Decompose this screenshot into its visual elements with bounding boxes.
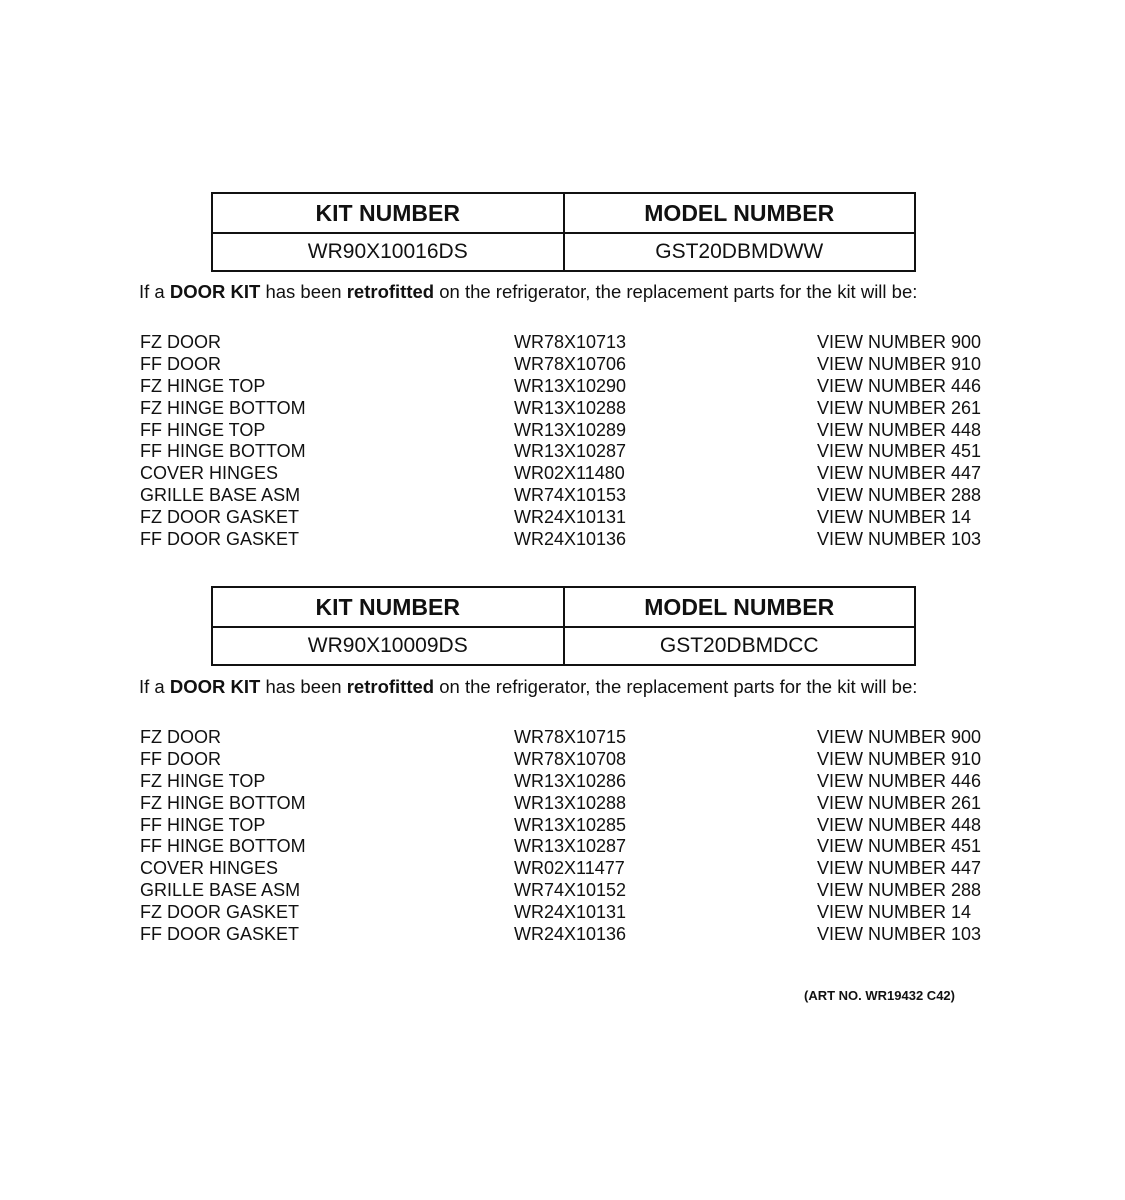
view-number: VIEW NUMBER 900 bbox=[817, 727, 982, 747]
view-number: VIEW NUMBER 910 bbox=[817, 748, 982, 769]
part-number: WR02X11480 bbox=[514, 463, 625, 484]
list-item bbox=[140, 485, 1000, 507]
view-number: VIEW NUMBER 103 bbox=[817, 924, 982, 945]
list-item bbox=[140, 420, 1000, 442]
view-number: VIEW NUMBER 910 bbox=[817, 353, 982, 374]
part-number: WR78X10706 bbox=[514, 353, 627, 374]
model-number-header: MODEL NUMBER bbox=[564, 193, 916, 233]
part-number: WR24X10136 bbox=[514, 924, 627, 945]
part-number: WR13X10287 bbox=[514, 836, 627, 857]
part-name: FZ DOOR bbox=[140, 332, 221, 352]
list-item bbox=[140, 441, 1000, 463]
part-name: COVER HINGES bbox=[140, 463, 279, 484]
part-number: WR02X11477 bbox=[514, 858, 625, 879]
view-number: VIEW NUMBER 451 bbox=[817, 441, 982, 462]
part-name: FF HINGE BOTTOM bbox=[140, 836, 306, 857]
part-number: WR74X10152 bbox=[514, 880, 627, 901]
list-item bbox=[140, 727, 1000, 749]
list-item bbox=[140, 836, 1000, 858]
view-number: VIEW NUMBER 447 bbox=[817, 858, 982, 879]
part-name: FF HINGE TOP bbox=[140, 814, 266, 835]
view-number: VIEW NUMBER 446 bbox=[817, 375, 982, 396]
kit-number-value: WR90X10009DS bbox=[212, 627, 564, 665]
kit-model-table-1 bbox=[211, 192, 916, 272]
list-item bbox=[140, 771, 1000, 793]
part-name: FF HINGE TOP bbox=[140, 419, 266, 440]
part-name: FZ DOOR GASKET bbox=[140, 902, 300, 923]
list-item bbox=[140, 507, 1000, 529]
list-item bbox=[140, 463, 1000, 485]
kit-number-header: KIT NUMBER bbox=[212, 193, 564, 233]
view-number: VIEW NUMBER 451 bbox=[817, 836, 982, 857]
part-name: FF DOOR bbox=[140, 353, 221, 374]
retrofit-intro-2: If a DOOR KIT has been retrofitted on the refrigerator, the replacement parts for the kit will be: bbox=[139, 676, 918, 697]
parts-list-2 bbox=[140, 727, 1000, 946]
part-number: WR78X10715 bbox=[514, 727, 627, 747]
list-item bbox=[140, 924, 1000, 946]
view-number: VIEW NUMBER 261 bbox=[817, 397, 982, 418]
part-number: WR24X10136 bbox=[514, 529, 627, 550]
part-name: GRILLE BASE ASM bbox=[140, 485, 301, 506]
part-number: WR24X10131 bbox=[514, 507, 627, 528]
part-name: GRILLE BASE ASM bbox=[140, 880, 301, 901]
list-item bbox=[140, 398, 1000, 420]
part-name: FZ HINGE TOP bbox=[140, 770, 266, 791]
view-number: VIEW NUMBER 261 bbox=[817, 792, 982, 813]
list-item bbox=[140, 902, 1000, 924]
view-number: VIEW NUMBER 446 bbox=[817, 770, 982, 791]
view-number: VIEW NUMBER 448 bbox=[817, 814, 982, 835]
kit-number-header: KIT NUMBER bbox=[212, 587, 564, 627]
art-number: (ART NO. WR19432 C42) bbox=[804, 988, 955, 1003]
list-item bbox=[140, 749, 1000, 771]
view-number: VIEW NUMBER 288 bbox=[817, 880, 982, 901]
part-number: WR78X10713 bbox=[514, 332, 627, 352]
view-number: VIEW NUMBER 103 bbox=[817, 529, 982, 550]
model-number-value: GST20DBMDCC bbox=[564, 627, 916, 665]
part-name: FZ HINGE BOTTOM bbox=[140, 792, 306, 813]
part-number: WR78X10708 bbox=[514, 748, 627, 769]
view-number: VIEW NUMBER 288 bbox=[817, 485, 982, 506]
parts-list-1 bbox=[140, 332, 1000, 551]
part-name: FF DOOR bbox=[140, 748, 221, 769]
part-number: WR74X10153 bbox=[514, 485, 627, 506]
part-number: WR13X10285 bbox=[514, 814, 627, 835]
model-number-header: MODEL NUMBER bbox=[564, 587, 916, 627]
part-number: WR24X10131 bbox=[514, 902, 627, 923]
part-name: FZ HINGE BOTTOM bbox=[140, 397, 306, 418]
part-number: WR13X10289 bbox=[514, 419, 627, 440]
part-name: FF DOOR GASKET bbox=[140, 924, 300, 945]
list-item bbox=[140, 858, 1000, 880]
kit-number-value: WR90X10016DS bbox=[212, 233, 564, 271]
kit-model-table-2 bbox=[211, 586, 916, 666]
list-item bbox=[140, 880, 1000, 902]
part-number: WR13X10286 bbox=[514, 770, 627, 791]
view-number: VIEW NUMBER 900 bbox=[817, 332, 982, 352]
list-item bbox=[140, 354, 1000, 376]
part-name: COVER HINGES bbox=[140, 858, 279, 879]
part-name: FZ HINGE TOP bbox=[140, 375, 266, 396]
part-name: FF DOOR GASKET bbox=[140, 529, 300, 550]
list-item bbox=[140, 332, 1000, 354]
part-number: WR13X10288 bbox=[514, 792, 627, 813]
list-item bbox=[140, 793, 1000, 815]
part-number: WR13X10290 bbox=[514, 375, 627, 396]
part-name: FZ DOOR bbox=[140, 727, 221, 747]
list-item bbox=[140, 815, 1000, 837]
part-name: FF HINGE BOTTOM bbox=[140, 441, 306, 462]
view-number: VIEW NUMBER 14 bbox=[817, 507, 972, 528]
part-name: FZ DOOR GASKET bbox=[140, 507, 300, 528]
retrofit-intro-1: If a DOOR KIT has been retrofitted on the refrigerator, the replacement parts for the kit will be: bbox=[139, 281, 918, 302]
view-number: VIEW NUMBER 14 bbox=[817, 902, 972, 923]
list-item bbox=[140, 529, 1000, 551]
view-number: VIEW NUMBER 448 bbox=[817, 419, 982, 440]
view-number: VIEW NUMBER 447 bbox=[817, 463, 982, 484]
part-number: WR13X10287 bbox=[514, 441, 627, 462]
model-number-value: GST20DBMDWW bbox=[564, 233, 916, 271]
list-item bbox=[140, 376, 1000, 398]
part-number: WR13X10288 bbox=[514, 397, 627, 418]
